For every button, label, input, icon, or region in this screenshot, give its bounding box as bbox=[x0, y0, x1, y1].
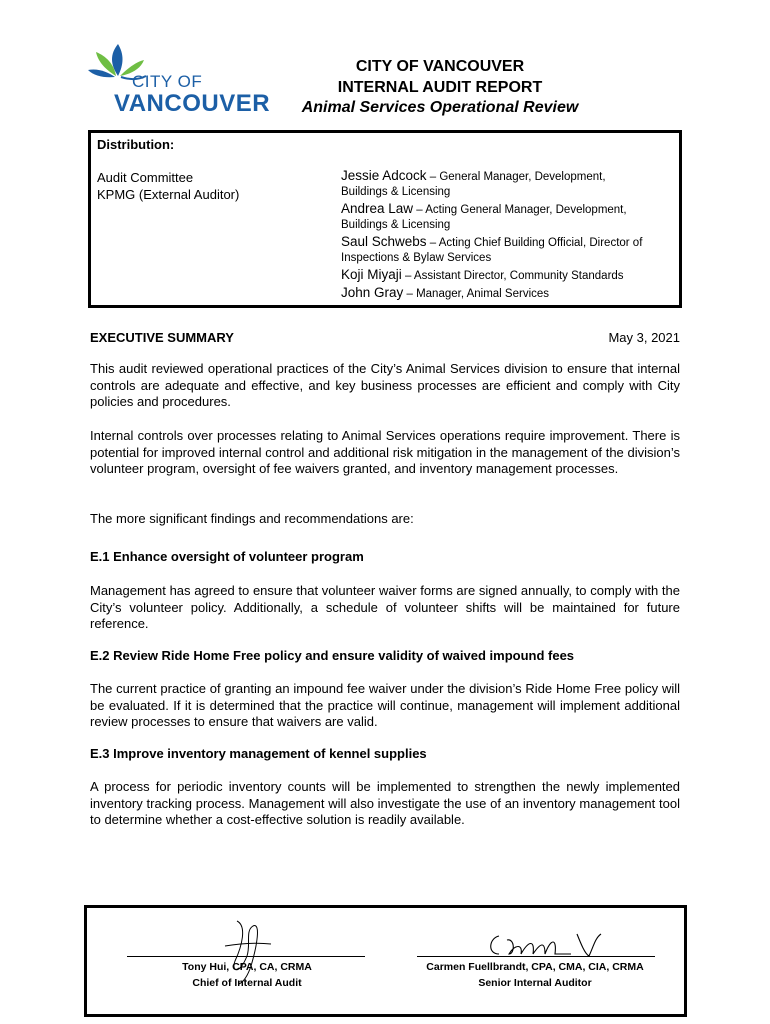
distribution-left-item: Audit Committee bbox=[97, 170, 194, 185]
executive-summary-heading: EXECUTIVE SUMMARY bbox=[90, 330, 234, 345]
signatory-name: Carmen Fuellbrandt, CPA, CMA, CIA, CRMA bbox=[426, 961, 644, 973]
recipient-name: Saul Schwebs bbox=[341, 234, 427, 249]
report-date: May 3, 2021 bbox=[608, 330, 680, 345]
distribution-left-list bbox=[97, 169, 239, 203]
report-type-title: INTERNAL AUDIT REPORT bbox=[337, 79, 543, 96]
signatory-title: Senior Internal Auditor bbox=[478, 977, 592, 989]
recipient-item bbox=[341, 235, 681, 265]
recipient-role: – Acting General Manager, Development, bbox=[413, 204, 627, 216]
finding-text-e2: The current practice of granting an impound fee waiver under the division’s Ride Home Free policy will be evaluated. If it is determined that the practice will continue, management will implement additional review processes to ensure that waivers are valid. bbox=[90, 681, 680, 729]
signatory-name: Tony Hui, CPA, CA, CRMA bbox=[182, 961, 312, 973]
report-org-title: CITY OF VANCOUVER bbox=[355, 58, 525, 75]
summary-paragraph: This audit reviewed operational practices of the City’s Animal Services division to ensure that internal controls are adequate and effective, and key business processes are efficient and comply with City policies and procedures. bbox=[90, 361, 680, 409]
finding-heading-e1: E.1 Enhance oversight of volunteer program bbox=[90, 549, 364, 564]
recipient-item bbox=[341, 268, 681, 283]
recipient-name: Andrea Law bbox=[341, 201, 414, 216]
recipient-role-cont: Buildings & Licensing bbox=[341, 186, 451, 198]
signature-line bbox=[127, 956, 365, 957]
recipient-role: – Acting Chief Building Official, Director of bbox=[426, 237, 643, 249]
recipient-item bbox=[341, 202, 681, 232]
finding-heading-e3: E.3 Improve inventory management of kennel supplies bbox=[90, 746, 427, 761]
summary-paragraph: The more significant findings and recommendations are: bbox=[90, 511, 414, 526]
distribution-heading: Distribution: bbox=[97, 137, 175, 152]
recipient-role-cont: Buildings & Licensing bbox=[341, 219, 451, 231]
report-subject-title: Animal Services Operational Review bbox=[301, 99, 579, 116]
recipient-name: John Gray bbox=[341, 285, 404, 300]
signature-line bbox=[417, 956, 655, 957]
recipient-role: – Assistant Director, Community Standards bbox=[401, 270, 624, 282]
recipient-role: – Manager, Animal Services bbox=[403, 288, 550, 300]
recipient-item bbox=[341, 169, 681, 199]
signatory-title: Chief of Internal Audit bbox=[192, 977, 302, 989]
logo-text-vancouver: VANCOUVER bbox=[114, 90, 271, 117]
summary-paragraph: Internal controls over processes relating to Animal Services operations require improvement. There is potential for improved internal control and additional risk mitigation in the management of the division’s volunteer program, oversight of fee waivers granted, and inventory management processes. bbox=[90, 428, 680, 476]
recipient-role-cont: Inspections & Bylaw Services bbox=[341, 252, 492, 264]
signature-box bbox=[84, 905, 687, 1017]
distribution-recipient-list bbox=[341, 169, 681, 304]
distribution-left-item: KPMG (External Auditor) bbox=[97, 187, 240, 202]
signature-tony-hui bbox=[217, 916, 277, 986]
logo-text-city-of: CITY OF bbox=[132, 72, 203, 91]
recipient-name: Koji Miyaji bbox=[341, 267, 402, 282]
finding-text-e1: Management has agreed to ensure that volunteer waiver forms are signed annually, to comply with the City’s volunteer policy. Additionally, a schedule of volunteer shifts will be maintained for future reference. bbox=[90, 583, 680, 631]
recipient-item bbox=[341, 286, 681, 301]
distribution-box bbox=[88, 130, 682, 308]
finding-heading-e2: E.2 Review Ride Home Free policy and ensure validity of waived impound fees bbox=[90, 648, 575, 663]
recipient-name: Jessie Adcock bbox=[341, 168, 427, 183]
recipient-role: – General Manager, Development, bbox=[426, 171, 606, 183]
city-of-vancouver-logo bbox=[88, 42, 271, 122]
finding-text-e3: A process for periodic inventory counts will be implemented to strengthen the newly implemented inventory tracking process. Management will also investigate the use of an inventory management tool to determine whether a cost-effective solution is readily available. bbox=[90, 779, 680, 827]
